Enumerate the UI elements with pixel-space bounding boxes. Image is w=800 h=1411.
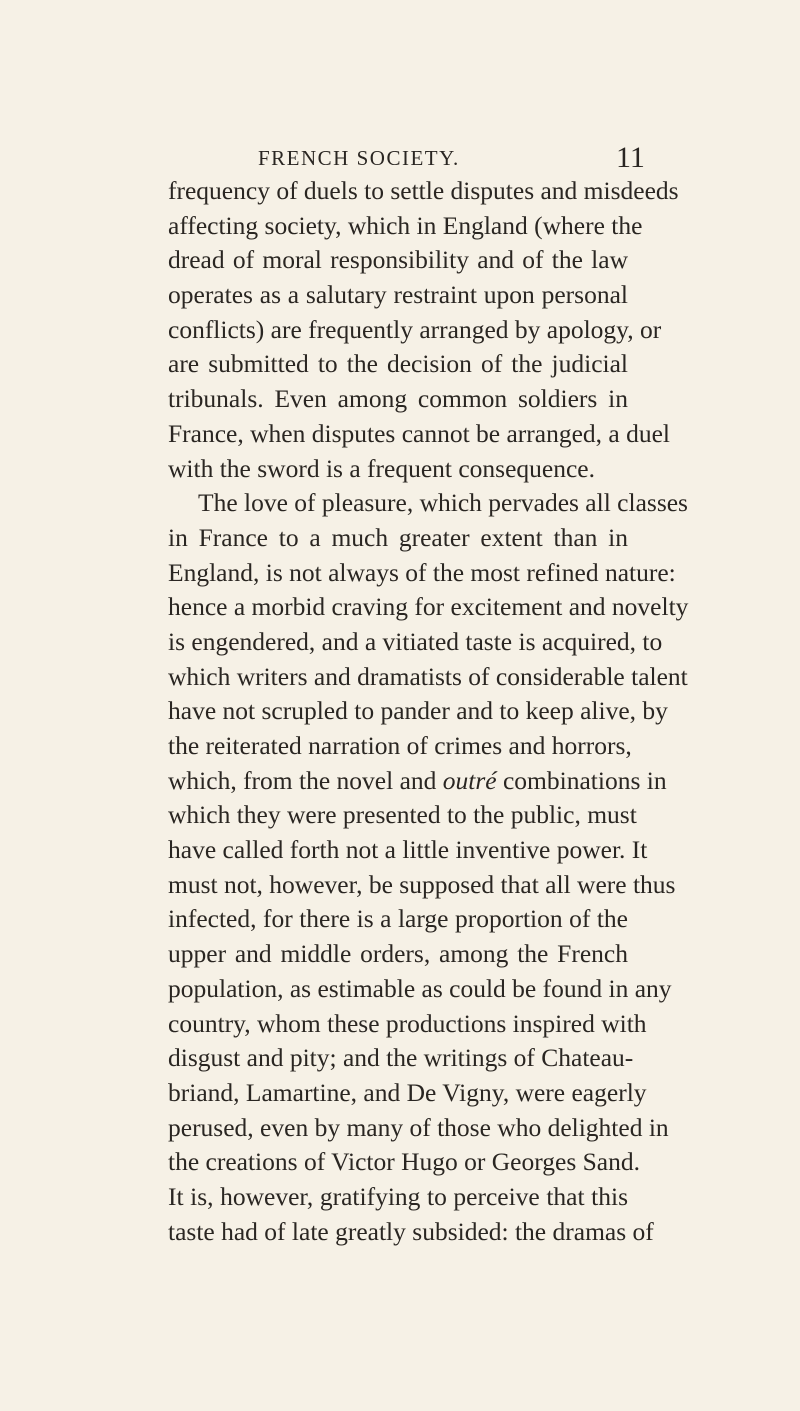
text-line: country, whom these productions inspired with [168, 1008, 647, 1038]
text-line: tribunals. Even among common soldiers in [168, 384, 628, 414]
text-line: The love of pleasure, which pervades all classes [198, 488, 688, 518]
text-line: affecting society, which in England (where the [168, 210, 643, 240]
text-line: is engendered, and a vitiated taste is acquired, to [168, 626, 663, 656]
text-line: infected, for there is a large proportion of the [168, 904, 628, 934]
text-line: population, as estimable as could be found in any [168, 973, 672, 1003]
text-line: It is, however, gratifying to perceive that this [168, 1181, 628, 1211]
text-line: are submitted to the decision of the judicial [168, 349, 628, 379]
text-line: must not, however, be supposed that all were thus [168, 869, 676, 899]
text-line: hence a morbid craving for excitement and novelty [168, 592, 689, 622]
text-line: which writers and dramatists of considerable talent [168, 661, 688, 691]
text-line: frequency of duels to settle disputes and misdeeds [168, 176, 679, 205]
text-line: briand, Lamartine, and De Vigny, were eagerly [168, 1077, 647, 1107]
text-line: operates as a salutary restraint upon personal [168, 280, 628, 310]
text-line: disgust and pity; and the writings of Chateau- [168, 1043, 634, 1073]
text-segment: combinations in [502, 765, 667, 795]
text-line-italic-phrase [168, 764, 667, 799]
text-line: the creations of Victor Hugo or Georges Sand. [168, 1147, 640, 1177]
text-line: taste had of late greatly subsided: the dramas of [168, 1216, 654, 1246]
text-line: upper and middle orders, among the French [168, 939, 628, 969]
body-text [168, 174, 689, 1249]
text-line: the reiterated narration of crimes and horrors, [168, 731, 632, 760]
text-line: have called forth not a little inventive power. It [168, 835, 648, 865]
running-head [168, 138, 668, 178]
text-line: France, when disputes cannot be arranged, a duel [168, 418, 671, 448]
page-number: 11 [616, 141, 645, 174]
text-line: which they were presented to the public, must [168, 800, 637, 830]
text-line: have not scrupled to pander and to keep alive, by [168, 696, 668, 726]
text-line: with the sword is a frequent consequence. [168, 453, 595, 483]
text-line: dread of moral responsibility and of the law [168, 245, 628, 275]
text-line: perused, even by many of those who delighted in [168, 1112, 669, 1142]
text-segment: which, from the novel and [168, 765, 437, 795]
text-line: England, is not always of the most refined nature: [168, 557, 676, 587]
running-title: FRENCH SOCIETY. [258, 146, 460, 170]
italic-word: outré [442, 765, 497, 795]
text-line: in France to a much greater extent than in [168, 522, 628, 552]
text-line: conflicts) are frequently arranged by apology, or [168, 314, 662, 344]
